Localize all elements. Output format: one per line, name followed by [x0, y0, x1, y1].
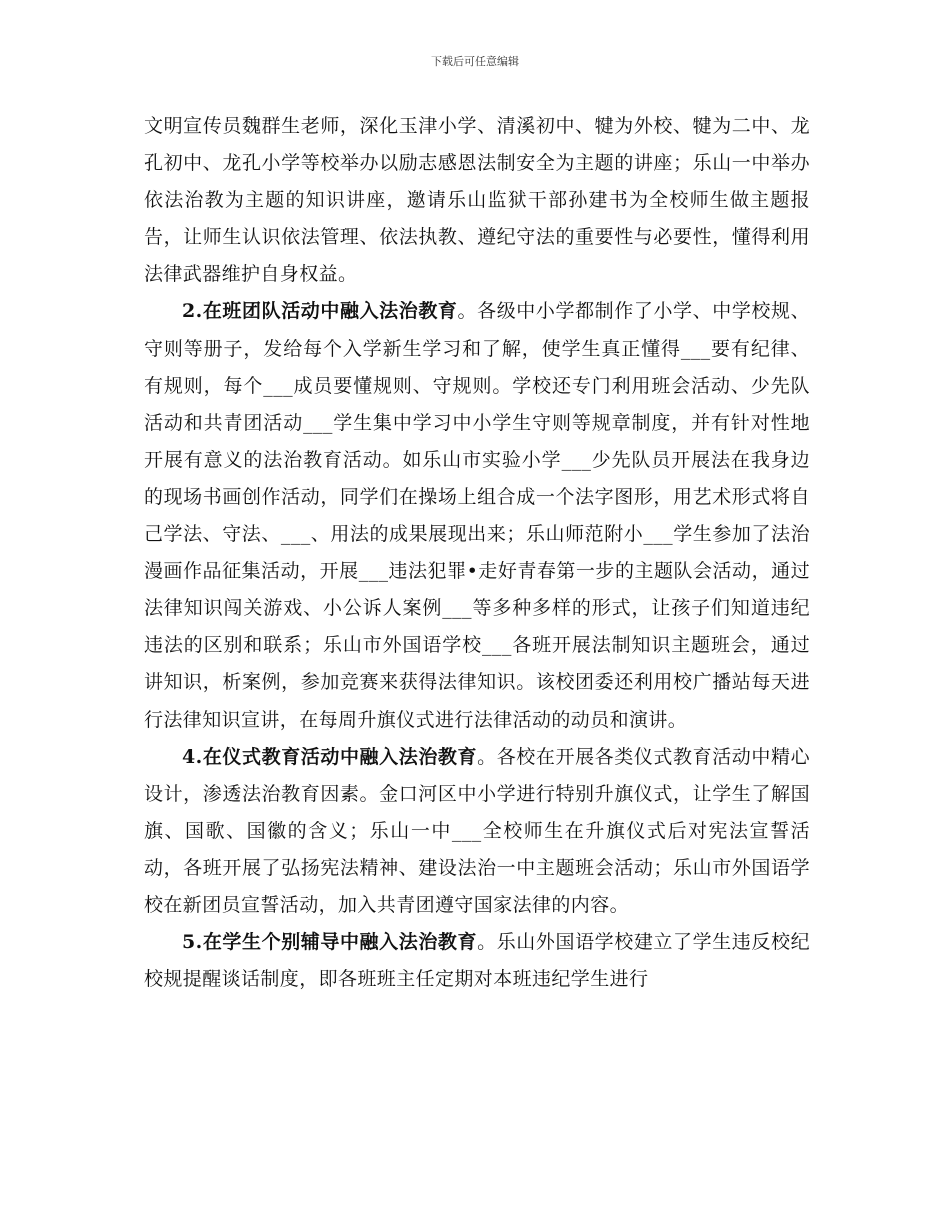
- document-body: [144, 108, 810, 998]
- paragraph-1: [144, 108, 810, 293]
- paragraph-2: [144, 293, 810, 738]
- paragraph-1-text: 文明宣传员魏群生老师，深化玉津小学、清溪初中、犍为外校、犍为二中、龙孔初中、龙孔小学等校举办以励志感恩法制安全为主题的讲座；乐山一中举办依法治教为主题的知识讲座，邀请乐山监狱干部孙建书为全校师生做主题报告，让师生认识依法管理、依法执教、遵纪守法的重要性与必要性，懂得利用法律武器维护自身权益。: [144, 115, 810, 286]
- page-header: 下载后可任意编辑: [431, 55, 519, 68]
- paragraph-2-text: 。各级中小学都制作了小学、中学校规、守则等册子，发给每个入学新生学习和了解，使学生真正懂得___要有纪律、有规则，每个___成员要懂规则、守规则。学校还专门利用班会活动、少先队活动和共青团活动___学生集中学习中小学生守则等规章制度，并有针对性地开展有意义的法治教育活动。如乐山市实验小学___少先队员开展法在我身边的现场书画创作活动，同学们在操场上组合成一个法字图形，用艺术形式将自己学法、守法、___、用法的成果展现出来；乐山师范附小___学生参加了法治漫画作品征集活动，开展___违法犯罪•走好青春第一步的主题队会活动，通过法律知识闯关游戏、小公诉人案例___等多种多样的形式，让孩子们知道违纪违法的区别和联系；乐山市外国语学校___各班开展法制知识主题班会，通过讲知识，析案例，参加竞赛来获得法律知识。该校团委还利用校广播站每天进行法律知识宣讲，在每周升旗仪式进行法律活动的动员和演讲。: [144, 300, 810, 731]
- paragraph-3-heading: 4.在仪式教育活动中融入法治教育: [182, 745, 478, 768]
- paragraph-2-heading: 2.在班团队活动中融入法治教育: [182, 300, 458, 323]
- paragraph-3-text: 。各校在开展各类仪式教育活动中精心设计，渗透法治教育因素。金口河区中小学进行特别升旗仪式，让学生了解国旗、国歌、国徽的含义；乐山一中___全校师生在升旗仪式后对宪法宣誓活动，各班开展了弘扬宪法精神、建设法治一中主题班会活动；乐山市外国语学校在新团员宣誓活动，加入共青团遵守国家法律的内容。: [144, 745, 810, 916]
- paragraph-4-heading: 5.在学生个别辅导中融入法治教育: [182, 931, 478, 954]
- paragraph-4: [144, 924, 810, 998]
- paragraph-4-text: 。乐山外国语学校建立了学生违反校纪校规提醒谈话制度，即各班班主任定期对本班违纪学生进行: [144, 931, 810, 991]
- paragraph-3: [144, 739, 810, 924]
